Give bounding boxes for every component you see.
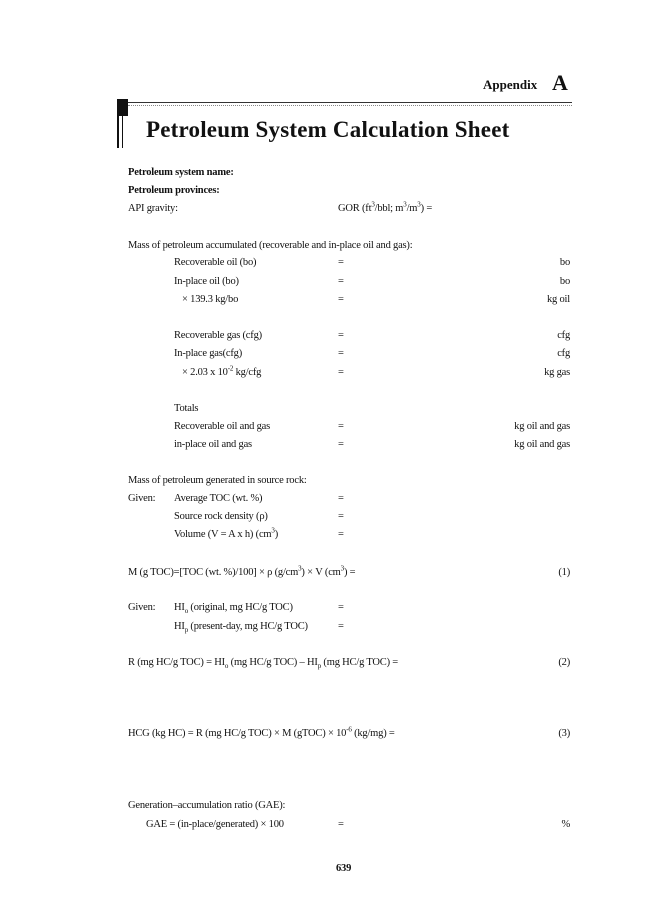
page-title: Petroleum System Calculation Sheet [146,117,510,142]
row-unit: kg gas [544,367,570,378]
row-label: Recoverable gas (cfg) [174,330,262,341]
corner-bar-thin [122,116,123,148]
header-rule-dotted [128,105,572,106]
system-name-label: Petroleum system name: [128,167,234,178]
row-unit: kg oil [546,294,570,305]
given-label: Given: [128,493,156,504]
equation-2-number: (2) [558,657,570,668]
generated-heading: Mass of petroleum generated in source rock: [128,475,307,486]
row-unit: cfg [557,348,570,359]
appendix-label: Appendix [483,77,538,92]
row-equals: = [338,819,344,830]
row-label: × 139.3 kg/bo [182,294,239,305]
row-equals: = [338,330,344,341]
row-equals: = [338,348,344,359]
density-label: Source rock density (ρ) [174,511,268,522]
gae-heading: Generation–accumulation ratio (GAE): [128,800,286,811]
row-equals: = [338,602,344,613]
equation-3: HCG (kg HC) = R (mg HC/g TOC) × M (gTOC) × $10^{-6}$ (kg/mg) = [128,725,395,739]
equation-3-number: (3) [558,728,570,739]
equation-1: M (g TOC)=[TOC (wt. %)/100] × ρ $(g/cm^3) \times V$ $(cm^3)$ = [128,564,356,578]
accumulated-heading: Mass of petroleum accumulated (recoverable and in-place oil and gas): [128,240,413,251]
row-equals: = [338,621,344,632]
gor-label: GOR ($ft^3$/bbl; $m^3/m^3$) = [338,200,433,214]
total-label: Recoverable oil and gas [174,421,270,432]
gae-formula: GAE = (in-place/generated) × 100 [146,819,284,830]
total-label: in-place oil and gas [174,439,252,450]
row-equals: = [338,493,344,504]
total-unit: kg oil and gas [514,421,570,432]
appendix-letter: A [552,70,568,95]
given-label: Given: [128,602,156,613]
row-equals: = [338,257,344,268]
provinces-label: Petroleum provinces: [128,185,220,196]
hio-label: $HI_o$ (original, mg HC/g TOC) [174,602,293,616]
row-label: In-place gas(cfg) [174,348,243,359]
row-unit: bo [559,276,570,287]
row-equals: = [338,421,344,432]
row-equals: = [338,511,344,522]
row-equals: = [338,276,344,287]
row-unit: cfg [557,330,570,341]
corner-bar [117,99,119,148]
header-rule [128,102,572,103]
row-label: Recoverable oil (bo) [174,257,257,268]
row-label: In-place oil (bo) [174,276,239,287]
volume-label: Volume (V = A x h) $(cm^3)$ [174,526,278,540]
row-equals: = [338,294,344,305]
equation-2: R (mg HC/g $TOC) = HI_o$ (mg HC/g $TOC) - HI_p$ (mg HC/g TOC) = [128,657,399,671]
row-equals: = [338,529,344,540]
total-unit: kg oil and gas [514,439,570,450]
gae-unit: % [561,819,570,830]
hip-label: $HI_p$ (present-day, mg HC/g TOC) [174,621,308,635]
totals-label: Totals [174,403,199,414]
api-gravity-label: API gravity: [128,203,178,214]
gas-conversion-label: × 2.03 x $10^{-2}$ kg/cfg [182,364,262,378]
row-equals: = [338,439,344,450]
toc-label: Average TOC (wt. %) [174,493,263,504]
equation-1-number: (1) [558,567,570,578]
page-number: 639 [336,863,352,874]
row-equals: = [338,367,344,378]
row-unit: bo [559,257,570,268]
